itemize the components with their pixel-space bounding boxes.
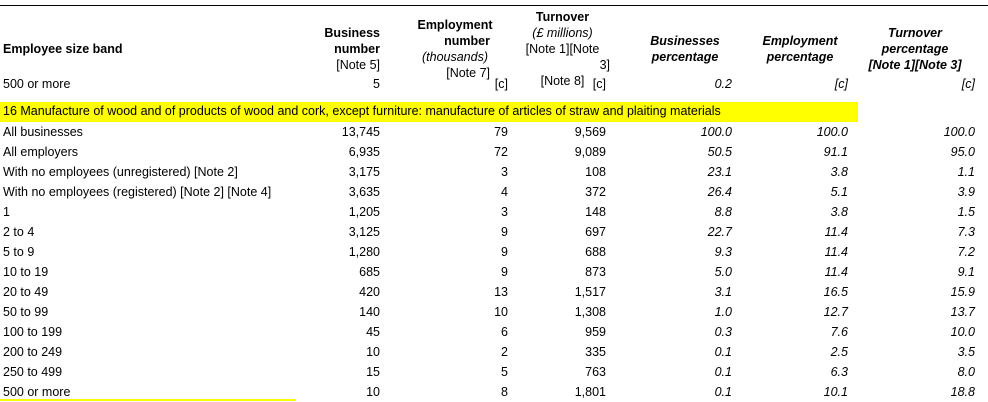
cell-turnover: 697 <box>585 225 606 239</box>
cell-turnover-percentage: 3.9 <box>957 185 975 199</box>
cell-employment-percentage: 3.8 <box>830 205 848 219</box>
header-employment-percentage: Employment percentage <box>762 34 838 64</box>
cell-employment-percentage: 11.4 <box>824 245 848 259</box>
cell-business-number: 45 <box>366 325 380 339</box>
cell-business-number: 685 <box>359 265 380 279</box>
cell-employment-percentage: 10.1 <box>823 385 848 399</box>
cell-business-number: 140 <box>359 305 380 319</box>
header-business-number: Business number [Note 5] <box>324 26 380 72</box>
table-row <box>0 262 988 282</box>
top-border <box>0 5 988 6</box>
cell-employment-percentage: 100.0 <box>816 125 848 139</box>
cell-turnover: 763 <box>585 365 606 379</box>
table-row <box>0 142 988 162</box>
cell-employment-number: 3 <box>501 165 508 179</box>
clipped-row-band: 500 or more <box>3 77 71 91</box>
cell-turnover: 959 <box>585 325 606 339</box>
cell-turnover-percentage: 100.0 <box>943 125 975 139</box>
cell-business-number: 10 <box>366 345 380 359</box>
cell-business-number: 1,280 <box>348 245 380 259</box>
cell-band: 20 to 49 <box>3 285 49 299</box>
cell-employment-number: 13 <box>494 285 508 299</box>
cell-employment-number: 9 <box>501 225 508 239</box>
cell-employment-number: 79 <box>494 125 508 139</box>
cell-business-number: 6,935 <box>348 145 380 159</box>
cell-band: With no employees (registered) [Note 2] [Note 4] <box>3 185 272 199</box>
cell-businesses-percentage: 0.1 <box>714 385 732 399</box>
header-turnover-percentage: Turnover percentage [Note 1][Note 3] <box>868 26 962 72</box>
cell-employment-number: 6 <box>501 325 508 339</box>
header-employment-number: Employment number (thousands) [Note 7] <box>417 18 493 80</box>
cell-business-number: 3,125 <box>348 225 380 239</box>
cell-turnover-percentage: 10.0 <box>950 325 975 339</box>
cell-employment-number: 72 <box>494 145 508 159</box>
cell-turnover: 9,569 <box>574 125 606 139</box>
table-row <box>0 302 988 322</box>
clipped-row-turnover: [c] <box>592 77 606 91</box>
cell-band: 5 to 9 <box>3 245 35 259</box>
cell-turnover-percentage: 1.1 <box>957 165 975 179</box>
cell-turnover: 1,517 <box>574 285 606 299</box>
cell-employment-number: 9 <box>501 245 508 259</box>
section-title: 16 Manufacture of wood and of products of wood and cork, except furniture: manufacture of articles of straw and plaiting materials <box>3 104 721 118</box>
cell-businesses-percentage: 26.4 <box>707 185 732 199</box>
cell-turnover: 148 <box>585 205 606 219</box>
cell-businesses-percentage: 1.0 <box>714 305 732 319</box>
cell-turnover-percentage: 9.1 <box>957 265 975 279</box>
cell-band: 250 to 499 <box>3 365 63 379</box>
cell-business-number: 15 <box>366 365 380 379</box>
clipped-row-employment-number: [c] <box>494 77 508 91</box>
cell-band: 10 to 19 <box>3 265 49 279</box>
table-row <box>0 362 988 382</box>
cell-businesses-percentage: 9.3 <box>714 245 732 259</box>
cell-band: 50 to 99 <box>3 305 49 319</box>
cell-employment-percentage: 91.1 <box>823 145 848 159</box>
table-row <box>0 342 988 362</box>
table-row <box>0 182 988 202</box>
cell-business-number: 10 <box>366 385 380 399</box>
cell-turnover: 1,801 <box>574 385 606 399</box>
cell-employment-number: 8 <box>501 385 508 399</box>
cell-businesses-percentage: 23.1 <box>707 165 732 179</box>
cell-business-number: 3,635 <box>348 185 380 199</box>
cell-turnover-percentage: 18.8 <box>950 385 975 399</box>
cell-band: 2 to 4 <box>3 225 35 239</box>
cell-turnover-percentage: 1.5 <box>957 205 975 219</box>
cell-turnover: 873 <box>585 265 606 279</box>
cell-turnover: 688 <box>585 245 606 259</box>
cell-businesses-percentage: 8.8 <box>714 205 732 219</box>
cell-employment-percentage: 16.5 <box>823 285 848 299</box>
cell-businesses-percentage: 0.1 <box>714 365 732 379</box>
cell-employment-percentage: 6.3 <box>830 365 848 379</box>
cell-employment-percentage: 2.5 <box>830 345 848 359</box>
table-row <box>0 222 988 242</box>
cell-business-number: 13,745 <box>341 125 380 139</box>
cell-band: 200 to 249 <box>3 345 63 359</box>
cell-turnover-percentage: 8.0 <box>957 365 975 379</box>
cell-businesses-percentage: 22.7 <box>707 225 732 239</box>
cell-business-number: 420 <box>359 285 380 299</box>
cell-turnover-percentage: 3.5 <box>957 345 975 359</box>
cell-business-number: 1,205 <box>348 205 380 219</box>
cell-turnover: 9,089 <box>574 145 606 159</box>
cell-employment-number: 4 <box>501 185 508 199</box>
header-businesses-percentage: Businesses percentage <box>650 34 720 64</box>
cell-businesses-percentage: 0.3 <box>714 325 732 339</box>
cell-employment-number: 10 <box>494 305 508 319</box>
cell-turnover: 1,308 <box>574 305 606 319</box>
cell-employment-percentage: 12.7 <box>823 305 848 319</box>
cell-employment-percentage: 5.1 <box>830 185 848 199</box>
clipped-row-turnover-percentage: [c] <box>961 77 975 91</box>
cell-employment-number: 5 <box>501 365 508 379</box>
cell-employment-percentage: 3.8 <box>830 165 848 179</box>
cell-turnover-percentage: 95.0 <box>950 145 975 159</box>
table-row <box>0 242 988 262</box>
header-employee-size-band: Employee size band <box>3 42 123 56</box>
cell-employment-percentage: 11.4 <box>824 265 848 279</box>
cell-band: 100 to 199 <box>3 325 63 339</box>
cell-businesses-percentage: 0.1 <box>714 345 732 359</box>
table-row <box>0 202 988 222</box>
cell-band: All businesses <box>3 125 83 139</box>
cell-employment-percentage: 7.6 <box>830 325 848 339</box>
cell-band: 1 <box>3 205 10 219</box>
table-row <box>0 322 988 342</box>
cell-employment-percentage: 11.4 <box>824 225 848 239</box>
cell-employment-number: 3 <box>501 205 508 219</box>
cell-turnover: 108 <box>585 165 606 179</box>
cell-turnover-percentage: 15.9 <box>950 285 975 299</box>
cell-turnover: 372 <box>585 185 606 199</box>
table-row <box>0 122 988 142</box>
cell-band: 500 or more <box>3 385 71 399</box>
table-row <box>0 282 988 302</box>
clipped-row-business-number: 5 <box>373 77 380 91</box>
header-turnover: Turnover (£ millions) [Note 1][Note 3] [Note 8] <box>525 10 610 88</box>
cell-businesses-percentage: 50.5 <box>707 145 732 159</box>
bottom-highlight <box>0 399 296 401</box>
clipped-row-employment-percentage: [c] <box>834 77 848 91</box>
cell-turnover-percentage: 13.7 <box>950 305 975 319</box>
cell-business-number: 3,175 <box>348 165 380 179</box>
cell-turnover-percentage: 7.2 <box>957 245 975 259</box>
cell-turnover-percentage: 7.3 <box>957 225 975 239</box>
cell-band: With no employees (unregistered) [Note 2] <box>3 165 238 179</box>
cell-turnover: 335 <box>585 345 606 359</box>
cell-businesses-percentage: 5.0 <box>714 265 732 279</box>
cell-businesses-percentage: 3.1 <box>714 285 732 299</box>
cell-employment-number: 9 <box>501 265 508 279</box>
clipped-row-businesses-percentage: 0.2 <box>714 77 732 91</box>
table-row <box>0 162 988 182</box>
cell-band: All employers <box>3 145 79 159</box>
cell-businesses-percentage: 100.0 <box>700 125 732 139</box>
cell-employment-number: 2 <box>501 345 508 359</box>
